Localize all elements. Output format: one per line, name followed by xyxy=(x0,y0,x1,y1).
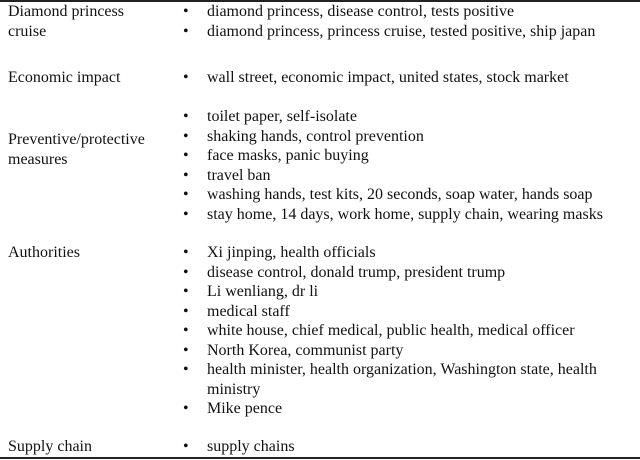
list-item: • supply chains xyxy=(183,438,295,455)
list-item: • travel ban xyxy=(183,166,271,184)
bottom-rule xyxy=(0,457,640,459)
keyword-list xyxy=(183,107,638,224)
row-label: Authorities xyxy=(8,244,80,261)
keyword-list xyxy=(183,243,638,419)
keyword-list xyxy=(183,2,638,41)
list-item: • Li wenliang, dr li xyxy=(183,283,319,300)
list-item: • shaking hands, control prevention xyxy=(183,127,424,145)
list-item: • diamond princess, disease control, tests positive xyxy=(183,3,515,20)
list-item: • toilet paper, self-isolate xyxy=(183,108,357,125)
list-item: • wall street, economic impact, united states, stock market xyxy=(183,69,569,86)
row-label: Diamond princess cruise xyxy=(8,3,124,40)
list-item: • medical staff xyxy=(183,302,290,320)
keyword-list xyxy=(183,68,638,88)
keyword-list xyxy=(183,437,638,457)
list-item: • washing hands, test kits, 20 seconds, soap water, hands soap xyxy=(183,186,593,203)
list-item: • Mike pence xyxy=(183,400,283,417)
row-label: Preventive/protective measures xyxy=(8,131,145,168)
row-label: Economic impact xyxy=(8,69,121,86)
list-item: • Xi jinping, health officials xyxy=(183,244,376,261)
list-item: • stay home, 14 days, work home, supply chain, wearing masks xyxy=(183,205,603,223)
list-item: • face masks, panic buying xyxy=(183,147,369,164)
list-item: • diamond princess, princess cruise, tested positive, ship japan xyxy=(183,22,596,40)
list-item: • white house, chief medical, public health, medical officer xyxy=(183,322,575,339)
row-label: Supply chain xyxy=(8,438,92,455)
list-item: • health minister, health organization, Washington state, health ministry xyxy=(183,361,597,398)
list-item: • North Korea, communist party xyxy=(183,341,404,359)
list-item: • disease control, donald trump, president trump xyxy=(183,263,506,281)
